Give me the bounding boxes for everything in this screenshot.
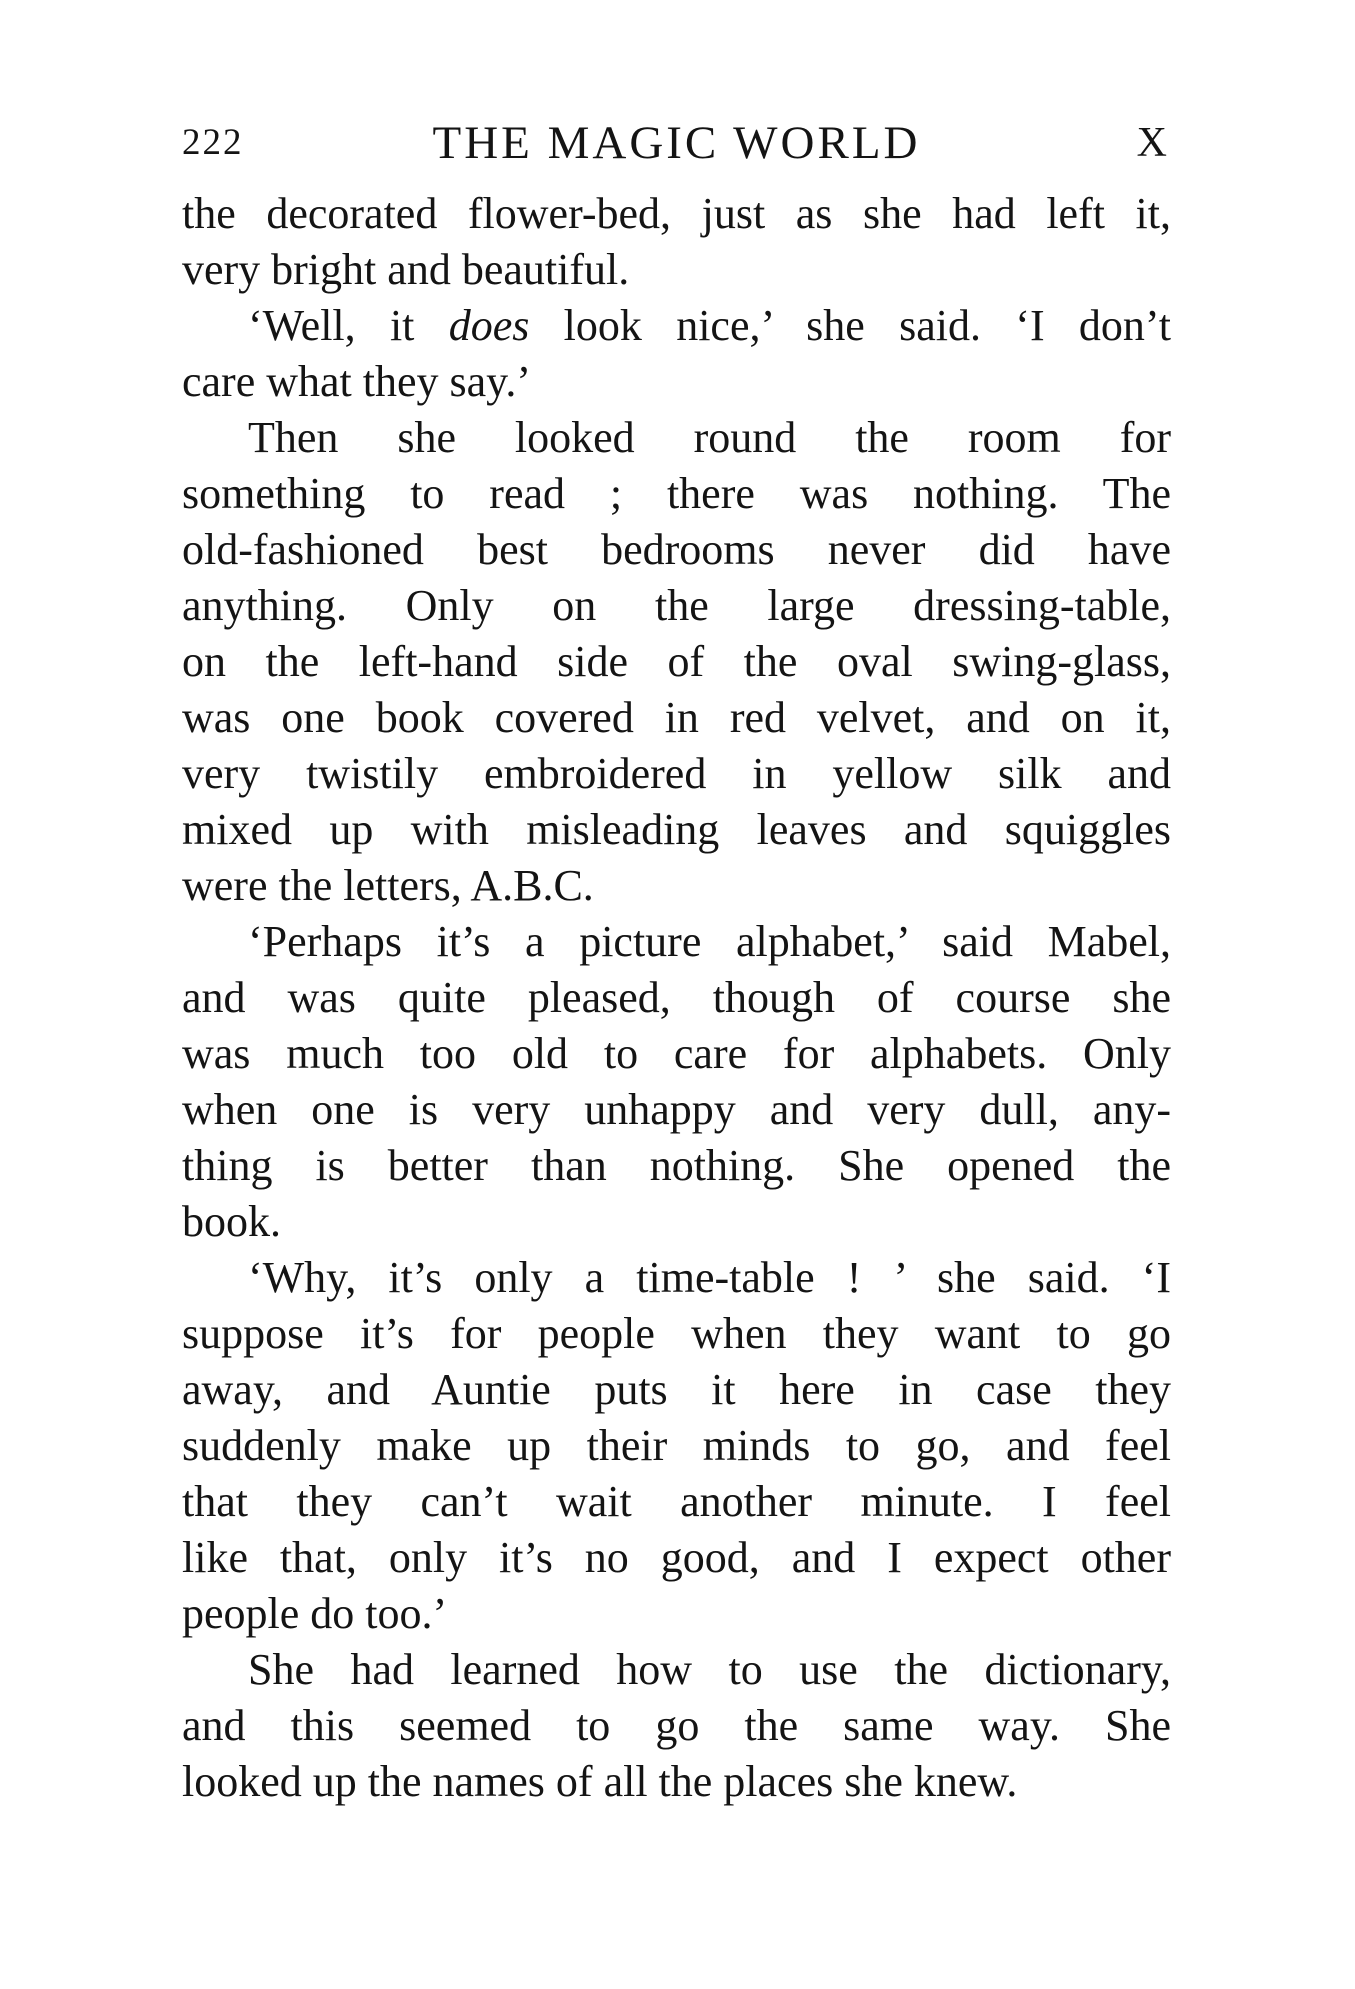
text-line: mixed up with misleading leaves and squiggles: [182, 805, 1171, 854]
text-line: was one book covered in red velvet, and on it,: [182, 693, 1171, 742]
text-line: like that, only it’s no good, and I expect other: [182, 1533, 1171, 1582]
text-line: something to read ; there was nothing. The: [182, 469, 1171, 518]
body-text: [182, 186, 1171, 1810]
paragraph: [182, 186, 1171, 298]
book-page: [182, 108, 1171, 1810]
text-line: very bright and beautiful.: [182, 245, 630, 294]
page-number: 222: [182, 122, 244, 163]
text-line: people do too.’: [182, 1589, 448, 1638]
text-line: when one is very unhappy and very dull, any-: [182, 1085, 1171, 1134]
text-line: suddenly make up their minds to go, and feel: [182, 1421, 1171, 1470]
text-line: were the letters, A.B.C.: [182, 861, 594, 910]
text-line: that they can’t wait another minute. I feel: [182, 1477, 1171, 1526]
text-line: very twistily embroidered in yellow silk and: [182, 749, 1171, 798]
text-line: away, and Auntie puts it here in case they: [182, 1365, 1171, 1414]
text-line: and this seemed to go the same way. She: [182, 1701, 1171, 1750]
text-line: old-fashioned best bedrooms never did have: [182, 525, 1171, 574]
text-line: ‘Perhaps it’s a picture alphabet,’ said Mabel,: [248, 917, 1171, 966]
text-line: anything. Only on the large dressing-table,: [182, 581, 1171, 630]
paragraph: [182, 410, 1171, 914]
text-line: the decorated flower-bed, just as she had left it,: [182, 189, 1171, 238]
text-line: She had learned how to use the dictionary,: [248, 1645, 1171, 1694]
running-title: THE MAGIC WORLD: [432, 117, 921, 169]
text-line: care what they say.’: [182, 357, 531, 406]
text-line: Then she looked round the room for: [248, 413, 1171, 462]
text-line: on the left-hand side of the oval swing-glass,: [182, 637, 1171, 686]
text-line: thing is better than nothing. She opened the: [182, 1141, 1171, 1190]
text-line: and was quite pleased, though of course she: [182, 973, 1171, 1022]
paragraph: [182, 1642, 1171, 1810]
text-line: was much too old to care for alphabets. Only: [182, 1029, 1171, 1078]
text-line: ‘Why, it’s only a time-table ! ’ she said. ‘I: [248, 1253, 1171, 1302]
paragraph: [182, 1250, 1171, 1642]
text-line: looked up the names of all the places she knew.: [182, 1757, 1018, 1806]
text-line: suppose it’s for people when they want to go: [182, 1309, 1171, 1358]
text-line: book.: [182, 1197, 281, 1246]
paragraph: [182, 914, 1171, 1250]
paragraph: [182, 298, 1171, 410]
text-line: ‘Well, it does look nice,’ she said. ‘I don’t: [248, 301, 1171, 350]
chapter-number: X: [1136, 120, 1167, 166]
running-head: [182, 108, 1171, 178]
